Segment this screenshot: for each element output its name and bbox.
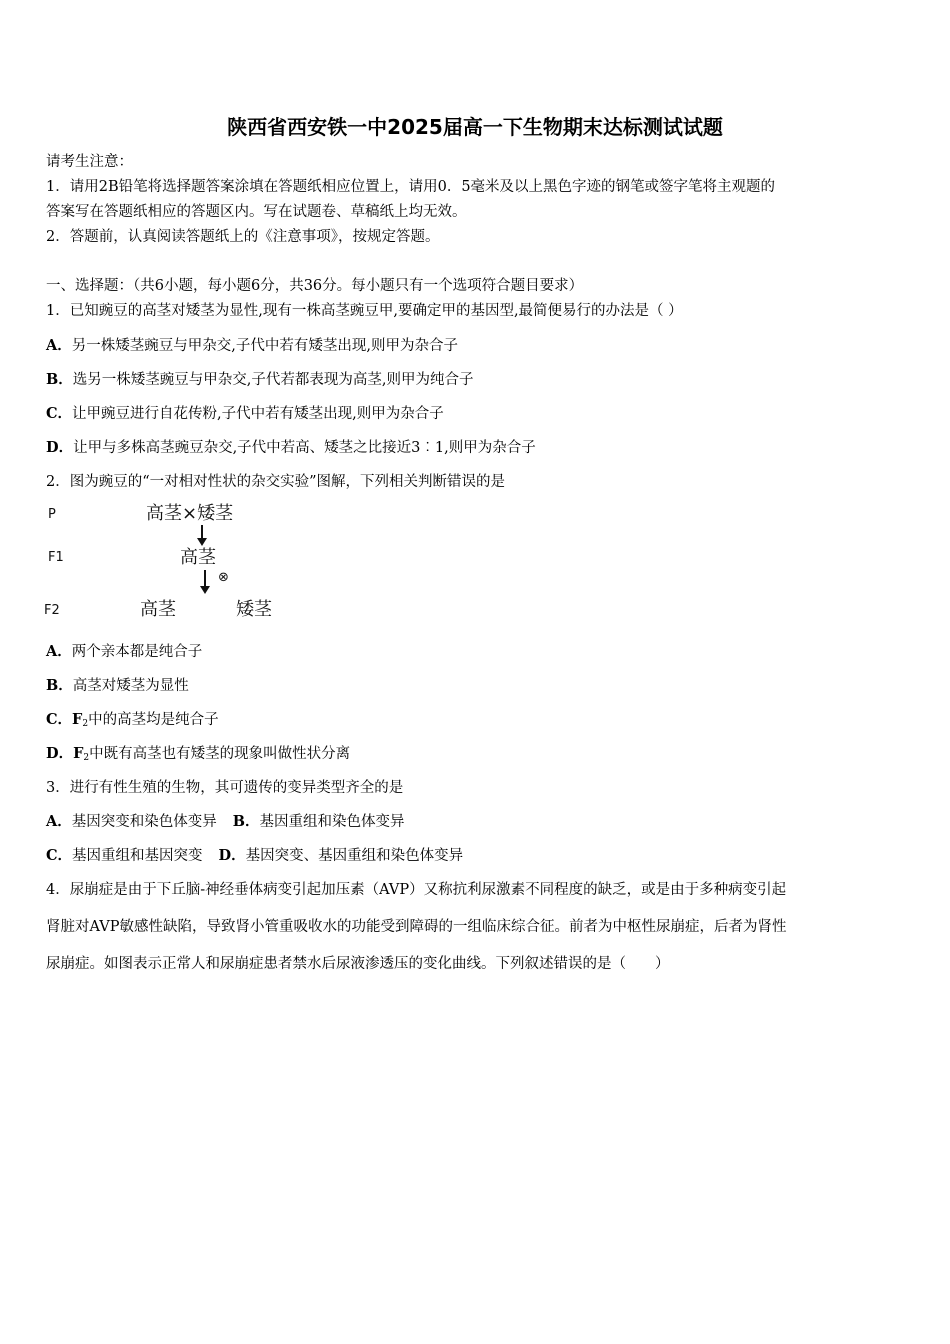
option-text: 中的高茎均是纯合子: [88, 712, 219, 728]
f1-phenotype: 高茎: [180, 547, 216, 568]
generation-f2-label: F2: [44, 603, 60, 618]
q2-stem: 2．图为豌豆的“一对相对性状的杂交实验”图解，下列相关判断错误的是: [46, 474, 506, 490]
option-subscript: 2: [83, 753, 90, 763]
section-heading: 一、选择题：（共6小题，每小题6分，共36分。每小题只有一个选项符合题目要求）: [46, 278, 584, 294]
f2-short-phenotype: 矮茎: [236, 599, 272, 620]
notice-heading: 请考生注意：: [46, 154, 133, 170]
option-letter: B．: [232, 813, 260, 830]
option-letter: A．: [46, 337, 72, 354]
q2-option-a: [46, 642, 910, 662]
page-title: 陕西省西安铁一中2025届高一下生物期末达标测试试题: [227, 115, 723, 139]
option-letter: B．: [46, 371, 73, 388]
option-subscript: 2: [82, 719, 89, 729]
option-text: 让甲豌豆进行自花传粉,子代中若有矮茎出现,则甲为杂合子: [72, 406, 444, 422]
option-text: 基因突变和染色体变异: [71, 814, 217, 830]
arrow-head-icon: [200, 586, 210, 594]
generation-f1-label: F1: [48, 550, 64, 565]
option-text: 基因重组和染色体变异: [259, 814, 405, 830]
option-text: 另一株矮茎豌豆与甲杂交,子代中若有矮茎出现,则甲为杂合子: [71, 338, 458, 354]
q1-option-c: [46, 404, 910, 424]
option-letter: A．: [46, 813, 72, 830]
q1-stem: 1．已知豌豆的高茎对矮茎为显性,现有一株高茎豌豆甲,要确定甲的基因型,最简便易行的办法是（ ）: [46, 303, 683, 319]
option-text: 中既有高茎也有矮茎的现象叫做性状分离: [89, 746, 351, 762]
notice-item-1-cont: 答案写在答题纸相应的答题区内。写在试题卷、草稿纸上均无效。: [46, 204, 467, 220]
option-text: 基因重组和基因突变: [72, 848, 203, 864]
q4-line-3: 尿崩症。如图表示正常人和尿崩症患者禁水后尿液渗透压的变化曲线。下列叙述错误的是（ ）: [46, 956, 670, 972]
option-letter: C．: [46, 847, 73, 864]
option-letter: D．: [46, 745, 74, 762]
option-text: 让甲与多株高茎豌豆杂交,子代中若高、矮茎之比接近3︰1,则甲为杂合子: [73, 440, 536, 456]
option-letter: D．: [218, 847, 246, 864]
option-letter: C．: [46, 711, 73, 728]
generation-p-label: P: [48, 507, 56, 522]
option-text: 两个亲本都是纯合子: [71, 644, 203, 660]
option-letter: C．: [46, 405, 73, 422]
f2-tall-phenotype: 高茎: [140, 599, 176, 620]
arrow-head-icon: [197, 538, 207, 546]
self-pollination-icon: ⊗: [218, 570, 229, 585]
q1-option-a: [46, 336, 910, 356]
q3-options-row-1: [46, 812, 910, 832]
option-text-prefix: F: [73, 745, 84, 762]
option-text-prefix: F: [72, 711, 83, 728]
q2-option-d: [46, 744, 910, 768]
notice-item-2: 2．答题前，认真阅读答题纸上的《注意事项》，按规定答题。: [46, 229, 440, 245]
option-text: 基因突变、基因重组和染色体变异: [245, 848, 464, 864]
q4-line-1: 4．尿崩症是由于下丘脑-神经垂体病变引起加压素（AVP）又称抗利尿激素不同程度的缺乏，或是由于多种病变引起: [46, 882, 787, 898]
q3-stem: 3．进行有性生殖的生物，其可遗传的变异类型齐全的是: [46, 780, 404, 796]
q3-options-row-2: [46, 846, 910, 866]
cross-diagram: [40, 498, 300, 628]
q4-line-2: 肾脏对AVP敏感性缺陷，导致肾小管重吸收水的功能受到障碍的一组临床综合征。前者为中枢性尿崩症，后者为肾性: [46, 919, 787, 935]
option-letter: D．: [46, 439, 74, 456]
notice-item-1: 1．请用2B铅笔将选择题答案涂填在答题纸相应位置上，请用0．5毫米及以上黑色字迹的钢笔或签字笔将主观题的: [46, 179, 776, 195]
q1-option-b: [46, 370, 910, 390]
q2-option-b: [46, 676, 910, 696]
option-text: 选另一株矮茎豌豆与甲杂交,子代若都表现为高茎,则甲为纯合子: [72, 372, 474, 388]
option-letter: B．: [46, 677, 73, 694]
q1-option-d: [46, 438, 910, 458]
q2-option-c: [46, 710, 910, 734]
option-text: 高茎对矮茎为显性: [72, 678, 189, 694]
parent-cross-text: 高茎×矮茎: [146, 503, 234, 524]
option-letter: A．: [46, 643, 72, 660]
